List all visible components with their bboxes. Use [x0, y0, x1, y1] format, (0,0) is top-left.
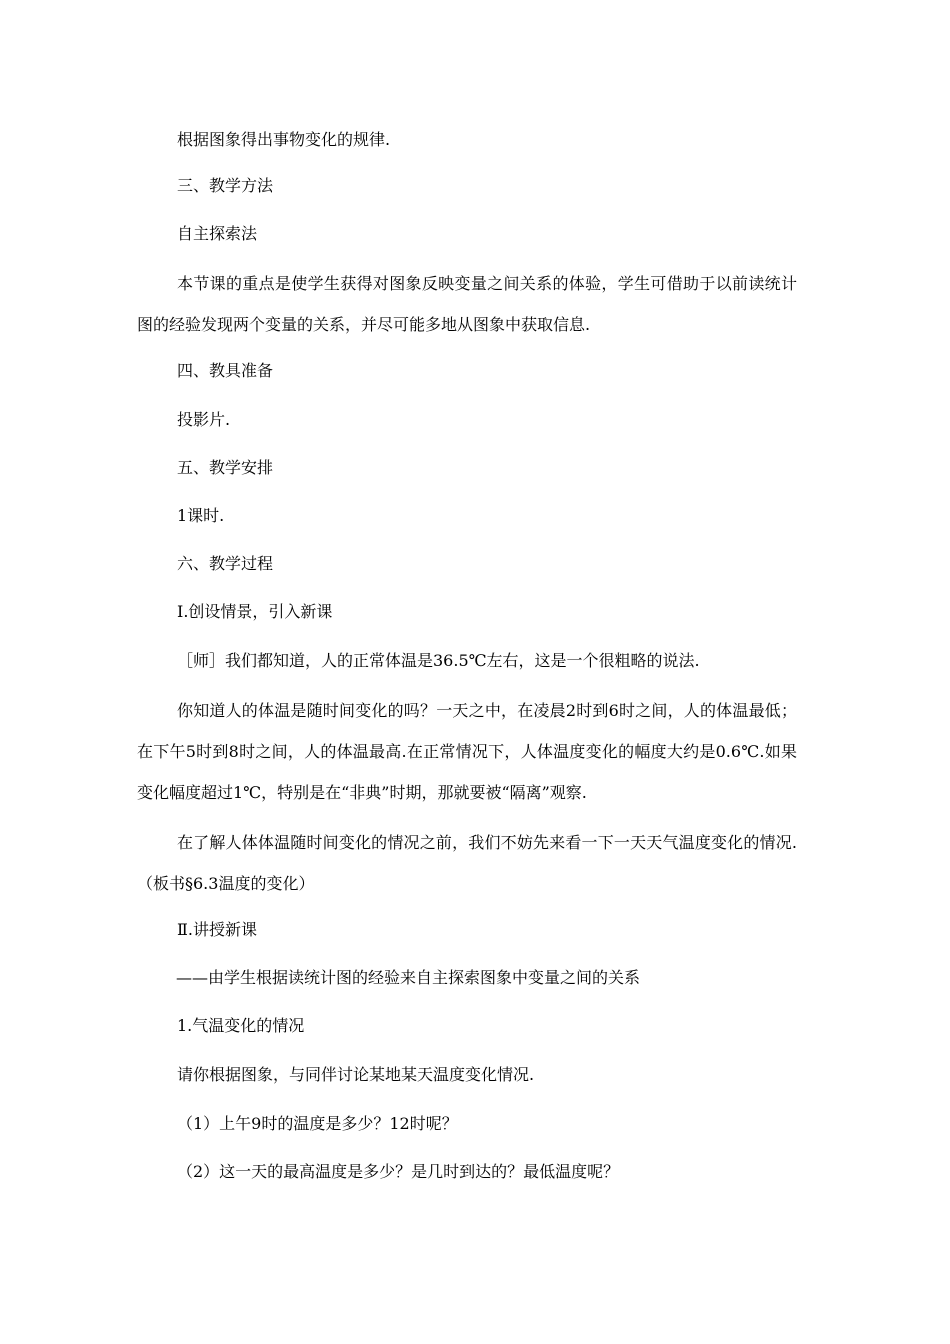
paragraph-body-temp: 你知道人的体温是随时间变化的吗？一天之中，在凌晨2时到6时之间，人的体温最低；在下午5时到8时之间，人的体温最高.在正常情况下，人体温度变化的幅度大约是0.6℃.如果变化幅度超过1℃，特别是在“非典”时期，那就要被“隔离”观察. — [137, 701, 797, 802]
section-heading-schedule: 五、教学安排 — [177, 458, 274, 477]
question-1: （1）上午9时的温度是多少？12时呢？ — [177, 1114, 458, 1133]
section-heading-tools: 四、教具准备 — [177, 361, 274, 380]
question-2: （2）这一天的最高温度是多少？是几时到达的？最低温度呢？ — [177, 1162, 620, 1181]
section-heading-methods: 三、教学方法 — [177, 176, 274, 195]
subheading-new-lesson: Ⅱ.讲授新课 — [177, 920, 257, 939]
text-line-teacher: ［师］我们都知道，人的正常体温是36.5℃左右，这是一个很粗略的说法. — [177, 651, 700, 670]
text-line-schedule: 1课时. — [177, 506, 225, 525]
text-line-discuss: 请你根据图象，与同伴讨论某地某天温度变化情况. — [177, 1065, 535, 1084]
text-line-method: 自主探索法 — [177, 224, 258, 243]
text-line-1: 根据图象得出事物变化的规律. — [177, 130, 391, 149]
paragraph-focus: 本节课的重点是使学生获得对图象反映变量之间关系的体验，学生可借助于以前读统计图的经验发现两个变量的关系，并尽可能多地从图象中获取信息. — [137, 274, 797, 334]
subheading-temperature: 1.气温变化的情况 — [177, 1016, 305, 1035]
subheading-intro: Ⅰ.创设情景，引入新课 — [177, 602, 333, 621]
text-line-tools: 投影片. — [177, 410, 231, 429]
text-line-explore: ——由学生根据读统计图的经验来自主探索图象中变量之间的关系 — [176, 968, 641, 987]
section-heading-process: 六、教学过程 — [177, 554, 274, 573]
paragraph-weather: 在了解人体体温随时间变化的情况之前，我们不妨先来看一下一天天气温度变化的情况.（板书§6.3温度的变化） — [137, 833, 797, 893]
